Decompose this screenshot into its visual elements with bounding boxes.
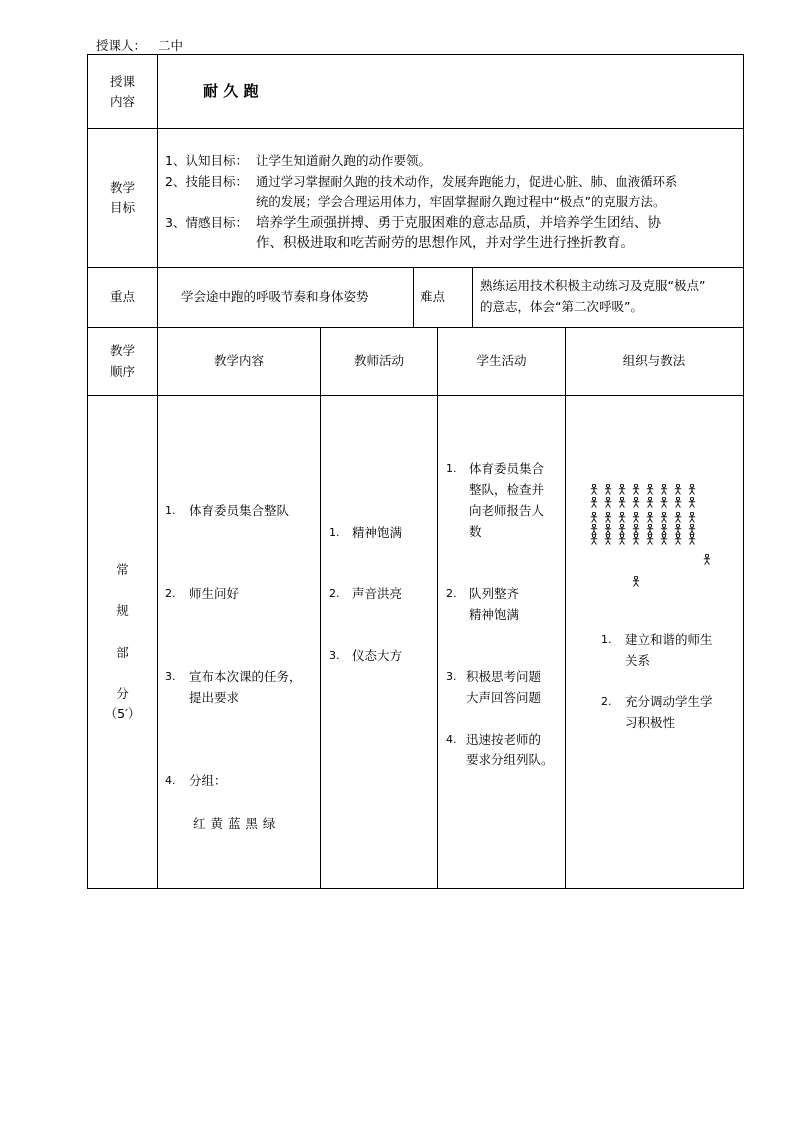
- content-label-line1: 授课: [109, 74, 135, 89]
- content-label-line2: 内容: [109, 94, 135, 109]
- key-point-value: 学会途中跑的呼吸节奏和身体姿势: [181, 289, 369, 304]
- difficulty-line1: 熟练运用技术积极主动练习及克服“极点”: [480, 278, 706, 293]
- student-figure-icon: [646, 520, 654, 530]
- goal-2-prefix: 2、技能目标：: [165, 174, 248, 189]
- student-3-line2: 大声回答问题: [466, 690, 542, 705]
- student-figure-icon: [646, 530, 654, 540]
- goal-label-line2: 目标: [109, 200, 135, 215]
- content-2-num: 2.: [165, 587, 176, 600]
- row-divider: [87, 395, 743, 396]
- student-1-line4: 数: [469, 524, 482, 539]
- student-figure-icon: [590, 530, 598, 540]
- content-3-num: 3.: [165, 670, 176, 683]
- teacher-2-num: 2.: [329, 587, 340, 600]
- content-2-text: 师生问好: [189, 586, 240, 601]
- student-4-num: 4.: [446, 733, 457, 746]
- student-figure-icon: [618, 520, 626, 530]
- method-2-line1: 充分调动学生学: [625, 694, 713, 709]
- student-figure-icon: [618, 508, 626, 518]
- student-figure-icon: [632, 520, 640, 530]
- method-2-line2: 习积极性: [625, 715, 676, 730]
- student-1-line2: 整队，检查并: [469, 482, 545, 497]
- student-figure-icon: [660, 480, 668, 490]
- difficulty-line2: 的意志，体会“第二次呼吸”。: [480, 299, 643, 314]
- difficulty-label: 难点: [420, 289, 446, 304]
- student-figure-icon: [674, 508, 682, 518]
- student-figure-icon: [688, 493, 696, 503]
- row-divider: [87, 327, 743, 328]
- goal-3-text: 培养学生顽强拼搏、勇于克服困难的意志品质，并培养学生团结、协: [256, 215, 661, 231]
- student-figure-icon: [604, 480, 612, 490]
- teacher-3-num: 3.: [329, 649, 340, 662]
- student-figure-icon: [618, 493, 626, 503]
- student-2-line1: 队列整齐: [469, 586, 520, 601]
- student-figure-icon: [674, 520, 682, 530]
- content-1-num: 1.: [165, 504, 176, 517]
- col-divider: [413, 267, 414, 327]
- student-figure-icon: [590, 493, 598, 503]
- goal-1-prefix: 1、认知目标：: [165, 153, 248, 168]
- content-1-text: 体育委员集合整队: [189, 503, 290, 518]
- student-figure-icon: [632, 493, 640, 503]
- method-1-num: 1.: [601, 633, 612, 646]
- order-label-line2: 顺序: [109, 364, 135, 379]
- goal-1-text: 让学生知道耐久跑的动作要领。: [256, 153, 432, 168]
- lesson-title: 耐 久 跑: [203, 82, 259, 100]
- col-divider: [472, 267, 473, 327]
- header-content: 教学内容: [213, 353, 264, 368]
- student-4-line1: 迅速按老师的: [466, 732, 542, 747]
- teacher-2-text: 声音洪亮: [352, 586, 403, 601]
- teacher-1-text: 精神饱满: [352, 525, 403, 540]
- header-student: 学生活动: [476, 353, 527, 368]
- content-3-line2: 提出要求: [189, 690, 240, 705]
- student-figure-icon: [646, 508, 654, 518]
- section-label-4: 分: [116, 686, 129, 701]
- student-figure-icon: [590, 480, 598, 490]
- student-figure-icon: [646, 493, 654, 503]
- student-figure-icon: [660, 493, 668, 503]
- student-figure-icon: [618, 530, 626, 540]
- student-figure-icon: [674, 480, 682, 490]
- student-1-line3: 向老师报告人: [469, 503, 545, 518]
- student-figure-icon: [688, 520, 696, 530]
- header-teacher: 教师活动: [353, 353, 404, 368]
- teacher-label: 授课人：: [96, 38, 147, 53]
- student-figure-icon: [703, 550, 711, 560]
- student-figure-icon: [660, 520, 668, 530]
- row-divider: [87, 128, 743, 129]
- content-3-line1: 宣布本次课的任务，: [189, 669, 302, 684]
- method-2-num: 2.: [601, 695, 612, 708]
- content-4-text: 分组：: [189, 773, 227, 788]
- col-divider: [157, 54, 158, 888]
- student-figure-icon: [632, 572, 640, 582]
- student-figure-icon: [688, 480, 696, 490]
- goal-3-prefix: 3、情感目标：: [165, 215, 248, 230]
- section-label-5: （5′）: [104, 706, 141, 721]
- group-colors: 红 黄 蓝 黑 绿: [193, 816, 276, 831]
- student-figure-icon: [590, 508, 598, 518]
- student-figure-icon: [632, 480, 640, 490]
- method-1-line1: 建立和谐的师生: [625, 632, 713, 647]
- section-label-2: 规: [116, 603, 129, 618]
- col-divider: [320, 327, 321, 888]
- header-method: 组织与教法: [622, 353, 686, 368]
- col-divider: [565, 327, 566, 888]
- content-4-num: 4.: [165, 774, 176, 787]
- row-divider: [87, 267, 743, 268]
- student-3-num: 3.: [446, 670, 457, 683]
- student-figure-icon: [632, 508, 640, 518]
- student-4-line2: 要求分组列队。: [466, 752, 554, 767]
- col-divider: [437, 327, 438, 888]
- student-figure-icon: [604, 493, 612, 503]
- goal-label-line1: 教学: [109, 180, 135, 195]
- student-2-num: 2.: [446, 587, 457, 600]
- student-1-num: 1.: [446, 462, 457, 475]
- student-3-line1: 积极思考问题: [466, 669, 542, 684]
- student-figure-icon: [604, 530, 612, 540]
- student-figure-icon: [646, 480, 654, 490]
- student-figure-icon: [632, 530, 640, 540]
- student-figure-icon: [688, 508, 696, 518]
- student-figure-icon: [660, 530, 668, 540]
- section-label-1: 常: [116, 562, 129, 577]
- goal-2-text: 通过学习掌握耐久跑的技术动作，发展奔跑能力，促进心脏、肺、血液循环系: [256, 174, 678, 189]
- student-1-line1: 体育委员集合: [469, 461, 545, 476]
- method-1-line2: 关系: [625, 653, 651, 668]
- student-figure-icon: [674, 493, 682, 503]
- teacher-3-text: 仪态大方: [352, 648, 403, 663]
- student-figure-icon: [674, 530, 682, 540]
- student-figure-icon: [590, 520, 598, 530]
- student-figure-icon: [688, 530, 696, 540]
- key-point-label: 重点: [109, 289, 135, 304]
- goal-2-cont: 统的发展；学会合理运用体力，牢固掌握耐久跑过程中“极点”的克服方法。: [256, 194, 666, 209]
- order-label-line1: 教学: [109, 343, 135, 358]
- goal-3-cont: 作、积极进取和吃苦耐劳的思想作风，并对学生进行挫折教育。: [256, 235, 634, 251]
- student-figure-icon: [604, 508, 612, 518]
- student-figure-icon: [660, 508, 668, 518]
- student-figure-icon: [604, 520, 612, 530]
- teacher-value: 二中: [158, 38, 184, 53]
- student-2-line2: 精神饱满: [469, 607, 520, 622]
- teacher-1-num: 1.: [329, 526, 340, 539]
- section-label-3: 部: [116, 645, 129, 660]
- student-figure-icon: [618, 480, 626, 490]
